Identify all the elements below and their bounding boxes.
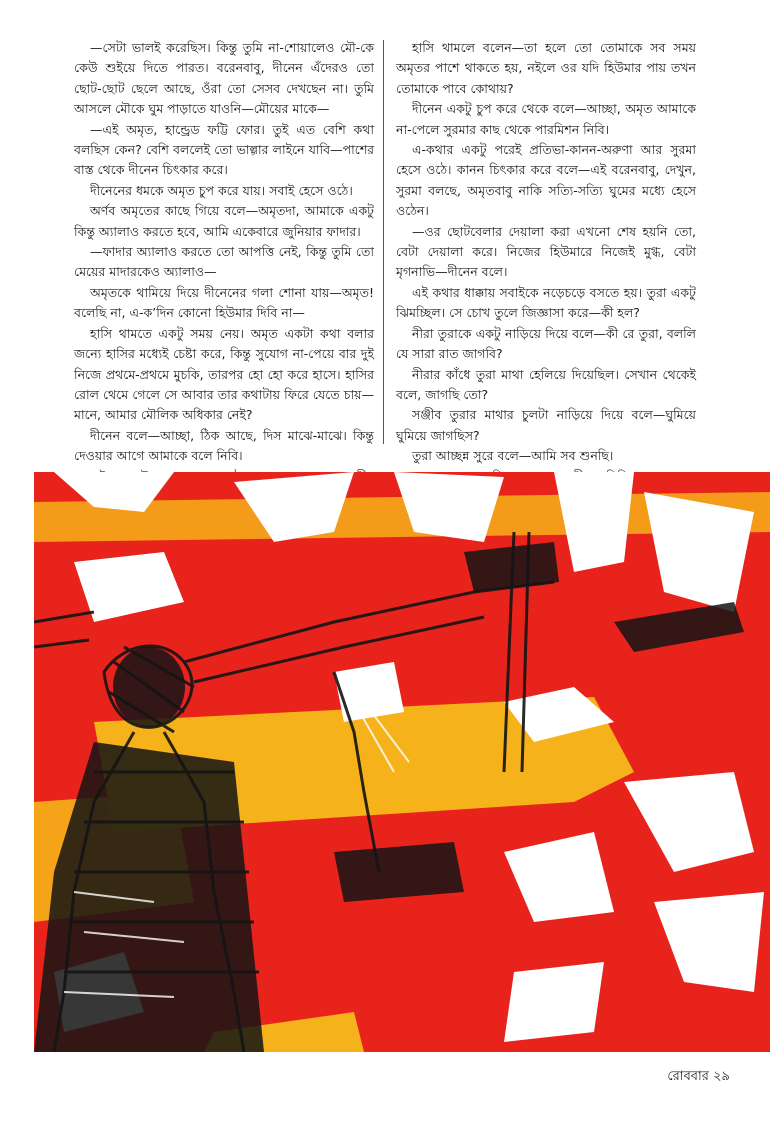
paragraph: এই কথার ধাক্কায় সবাইকে নড়েচড়ে বসতে হয়। তুরা একটু ঝিমচ্ছিল। সে চোখ তুলে জিজ্ঞাসা করে—কী হল? (396, 284, 696, 321)
text-column-right (396, 38, 696, 507)
illustration (34, 472, 770, 1052)
sketch-artwork (34, 472, 770, 1052)
paragraph: অর্ণব অমৃতের কাছে গিয়ে বলে—অমৃতদা, আমাকে একটু কিন্তু অ্যালাও করতে হবে, আমি একেবারে জুনিয়ার ফাদার। (74, 203, 374, 239)
paragraph: এ-কথার একটু পরেই প্রতিভা-কানন-অরুণা আর সুরমা হেসে ওঠে। কানন চিৎকার করে বলে—এই বরেনবাবু, দেখুন, সুরমা বলছে, অমৃতবাবু নাকি সত্যি-সত্যি ঘুমের মধ্যে হেসে ওঠেন। (396, 142, 696, 219)
paragraph: দীনেন বলে—আচ্ছা, ঠিক আছে, দিস মাঝে-মাঝে। কিন্তু দেওয়ার আগে আমাকে বলে নিবি। (74, 427, 374, 464)
paragraph: —সেটা ভালই করেছিস। কিন্তু তুমি না-শোয়ালেও মৌ-কে কেউ শুইয়ে দিতে পারত। বরেনবাবু, দীনেন এঁদেরও তো ছোট-ছোট ছেলে আছে, ওঁরা তো সেসব দেখছেন না। তুমি আসলে মৌকে ঘুম পাড়াতে যাওনি—মৌয়ের মাকে— (74, 40, 374, 117)
paragraph: অমৃতকে থামিয়ে দিয়ে দীনেনের গলা শোনা যায়—অমৃত! বলেছি না, এ-ক’দিন কোনো হিউমার দিবি না— (74, 284, 374, 321)
paragraph: নীরার কাঁধে তুরা মাথা হেলিয়ে দিয়েছিল। সেখান থেকেই বলে, জাগছি তো? (396, 366, 696, 402)
page-footer (667, 1067, 730, 1088)
paragraph: তুরা আচ্ছন্ন সুরে বলে—আমি সব শুনছি। (412, 448, 614, 464)
paragraph: দীনেন একটু চুপ করে থেকে বলে—আচ্ছা, অমৃত আমাকে না-পেলে সুরমার কাছ থেকে পারমিশন নিবি। (396, 101, 696, 137)
paragraph: হাসি থামতে একটু সময় নেয়। অমৃত একটা কথা বলার জন্যে হাসির মধ্যেই চেষ্টা করে, কিন্তু সুযোগ না-পেয়ে বার দুই নিজে প্রথমে-প্রথমে মুচকি, তারপর হো হো করে হাসে। হাসির রোল থেমে গেলে সে আবার তার কথাটায় ফিরে যেতে চায়—মানে, আমার মৌলিক অধিকার নেই? (74, 325, 374, 423)
paragraph: হাসি থামলে বলেন—তা হলে তো তোমাকে সব সময় অমৃতর পাশে থাকতে হয়, নইলে ওর যদি হিউমার পায় তখন তোমাকে পাবে কোথায়? (396, 40, 696, 96)
paragraph: নীরা তুরাকে একটু নাড়িয়ে দিয়ে বলে—কী রে তুরা, বললি যে সারা রাত জাগবি? (396, 325, 696, 362)
paragraph: সঞ্জীব তুরার মাথার চুলটা নাড়িয়ে দিয়ে বলে—ঘুমিয়ে ঘুমিয়ে জাগছিস? (396, 407, 696, 443)
magazine-name: রোববার (667, 1069, 709, 1084)
text-column-left (74, 38, 374, 507)
paragraph: —ওর ছোটবেলার দেয়ালা করা এখনো শেষ হয়নি তো, বেটা দেয়ালা করে। নিজের হিউমারে নিজেই মুগ্ধ, বেটা মৃগনাভি—দীনেন বলে। (396, 223, 696, 280)
paragraph: —ফাদার অ্যালাও করতে তো আপত্তি নেই, কিন্তু তুমি তো মেয়ের মাদারকেও অ্যালাও— (74, 244, 374, 280)
paragraph: —এই অমৃত, হান্ড্রেড ফট্টি ফোর। তুই এত বেশি কথা বলছিস কেন? বেশি বললেই তো ভাল্গার লাইনে যাবি—পাশের বাস্ত থেকে দীনেন চিৎকার করে। (74, 121, 374, 178)
paragraph: দীনেনের ধমকে অমৃত চুপ করে যায়। সবাই হেসে ওঠে। (90, 182, 353, 198)
page-number: ২৯ (713, 1069, 730, 1084)
column-divider (383, 40, 384, 444)
